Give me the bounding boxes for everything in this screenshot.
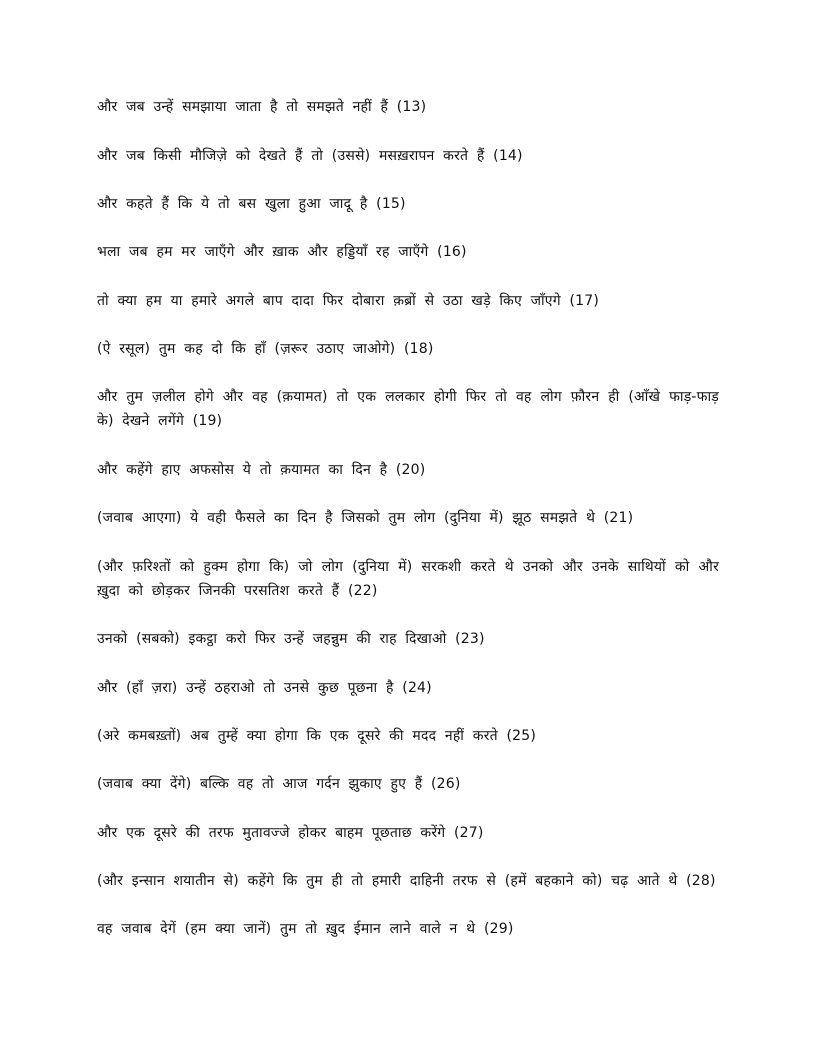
verse-21: (जवाब आएगा) ये वही फैसले का दिन है जिसको तुम लोग (दुनिया में) झूठ समझते थे (21) (97, 510, 634, 526)
verse-19: और तुम ज़लील होगे और वह (क़यामत) तो एक ललकार होगी फिर तो वह लोग फ़ौरन ही (आँखे फाड़-फाड़ के) देखने लगेंगे (19) (97, 389, 719, 429)
verse-27: और एक दूसरे की तरफ मुतावज्जे होकर बाहम पूछताछ करेंगे (27) (97, 825, 484, 841)
verse-22: (और फ़रिश्तों को हुक्म होगा कि) जो लोग (दुनिया में) सरकशी करते थे उनको और उनके साथियों को और ख़ुदा को छोड़कर जिनकी परसतिश करते हैं (22) (97, 559, 719, 599)
verse-26: (जवाब क्या देंगे) बल्कि वह तो आज गर्दन झुकाए हुए हैं (26) (97, 776, 461, 792)
verse-23: उनको (सबको) इकट्ठा करो फिर उन्हें जहन्नुम की राह दिखाओ (23) (97, 631, 485, 647)
verse-14: और जब किसी मौजिज़े को देखते हैं तो (उससे) मसख़रापन करते हैं (14) (97, 148, 523, 164)
verse-20: और कहेंगे हाए अफसोस ये तो क़यामत का दिन है (20) (97, 462, 426, 478)
verse-24: और (हाँ ज़रा) उन्हें ठहराओ तो उनसे कुछ पूछना है (24) (97, 680, 432, 696)
verse-29: वह जवाब देगें (हम क्या जानें) तुम तो ख़ुद ईमान लाने वाले न थे (29) (97, 921, 514, 937)
verse-17: तो क्या हम या हमारे अगले बाप दादा फिर दोबारा क़ब्रों से उठा खड़े किए जाँएगे (17) (97, 293, 600, 309)
verse-15: और कहते हैं कि ये तो बस खुला हुआ जादू है (15) (97, 196, 406, 212)
verse-13: और जब उन्हें समझाया जाता है तो समझते नहीं हैं (13) (97, 99, 427, 115)
verse-16: भला जब हम मर जाएँगे और ख़ाक और हड्डियाँ रह जाएँगे (16) (97, 244, 467, 260)
verse-28: (और इन्सान शयातीन से) कहेंगे कि तुम ही तो हमारी दाहिनी तरफ से (हमें बहकाने को) चढ़ आते थे (28) (97, 873, 716, 889)
verse-18: (ऐ रसूल) तुम कह दो कि हाँ (ज़रूर उठाए जाओगे) (18) (97, 341, 434, 357)
verse-25: (अरे कमबख़्तों) अब तुम्हें क्या होगा कि एक दूसरे की मदद नहीं करते (25) (97, 728, 537, 744)
